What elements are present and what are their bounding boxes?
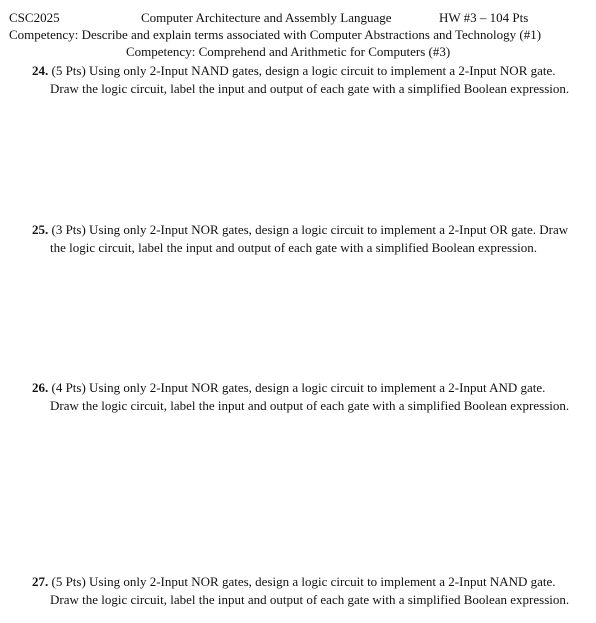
question-line bbox=[32, 573, 592, 591]
question-24 bbox=[32, 62, 592, 98]
question-text: (5 Pts) Using only 2-Input NOR gates, design a logic circuit to implement a 2-Input NAND gate. bbox=[48, 574, 556, 589]
question-text-continued: the logic circuit, label the input and output of each gate with a simplified Boolean expression. bbox=[50, 240, 538, 255]
course-title: Computer Architecture and Assembly Language bbox=[141, 10, 392, 25]
question-line bbox=[32, 379, 592, 397]
question-25 bbox=[32, 221, 592, 257]
question-text-continued: Draw the logic circuit, label the input and output of each gate with a simplified Boolean expression. bbox=[50, 592, 570, 607]
question-text: (4 Pts) Using only 2-Input NOR gates, design a logic circuit to implement a 2-Input AND gate. bbox=[48, 380, 546, 395]
question-text: (3 Pts) Using only 2-Input NOR gates, design a logic circuit to implement a 2-Input OR gate. Draw bbox=[48, 222, 569, 237]
question-line bbox=[32, 221, 592, 239]
question-line bbox=[32, 62, 592, 80]
question-text-continued: Draw the logic circuit, label the input and output of each gate with a simplified Boolean expression. bbox=[50, 398, 570, 413]
question-text: (5 Pts) Using only 2-Input NAND gates, design a logic circuit to implement a 2-Input NOR gate. bbox=[48, 63, 556, 78]
question-number: 25. bbox=[32, 222, 49, 237]
question-number: 27. bbox=[32, 574, 49, 589]
competency-line-2: Competency: Comprehend and Arithmetic for Computers (#3) bbox=[126, 44, 451, 59]
question-26 bbox=[32, 379, 592, 415]
homework-info: HW #3 – 104 Pts bbox=[439, 10, 529, 25]
competency-line-1: Competency: Describe and explain terms associated with Computer Abstractions and Technology (#1) bbox=[9, 27, 542, 42]
question-number: 26. bbox=[32, 380, 49, 395]
question-number: 24. bbox=[32, 63, 49, 78]
question-text-continued: Draw the logic circuit, label the input and output of each gate with a simplified Boolean expression. bbox=[50, 81, 570, 96]
course-code: CSC2025 bbox=[9, 10, 60, 25]
question-27 bbox=[32, 573, 592, 609]
